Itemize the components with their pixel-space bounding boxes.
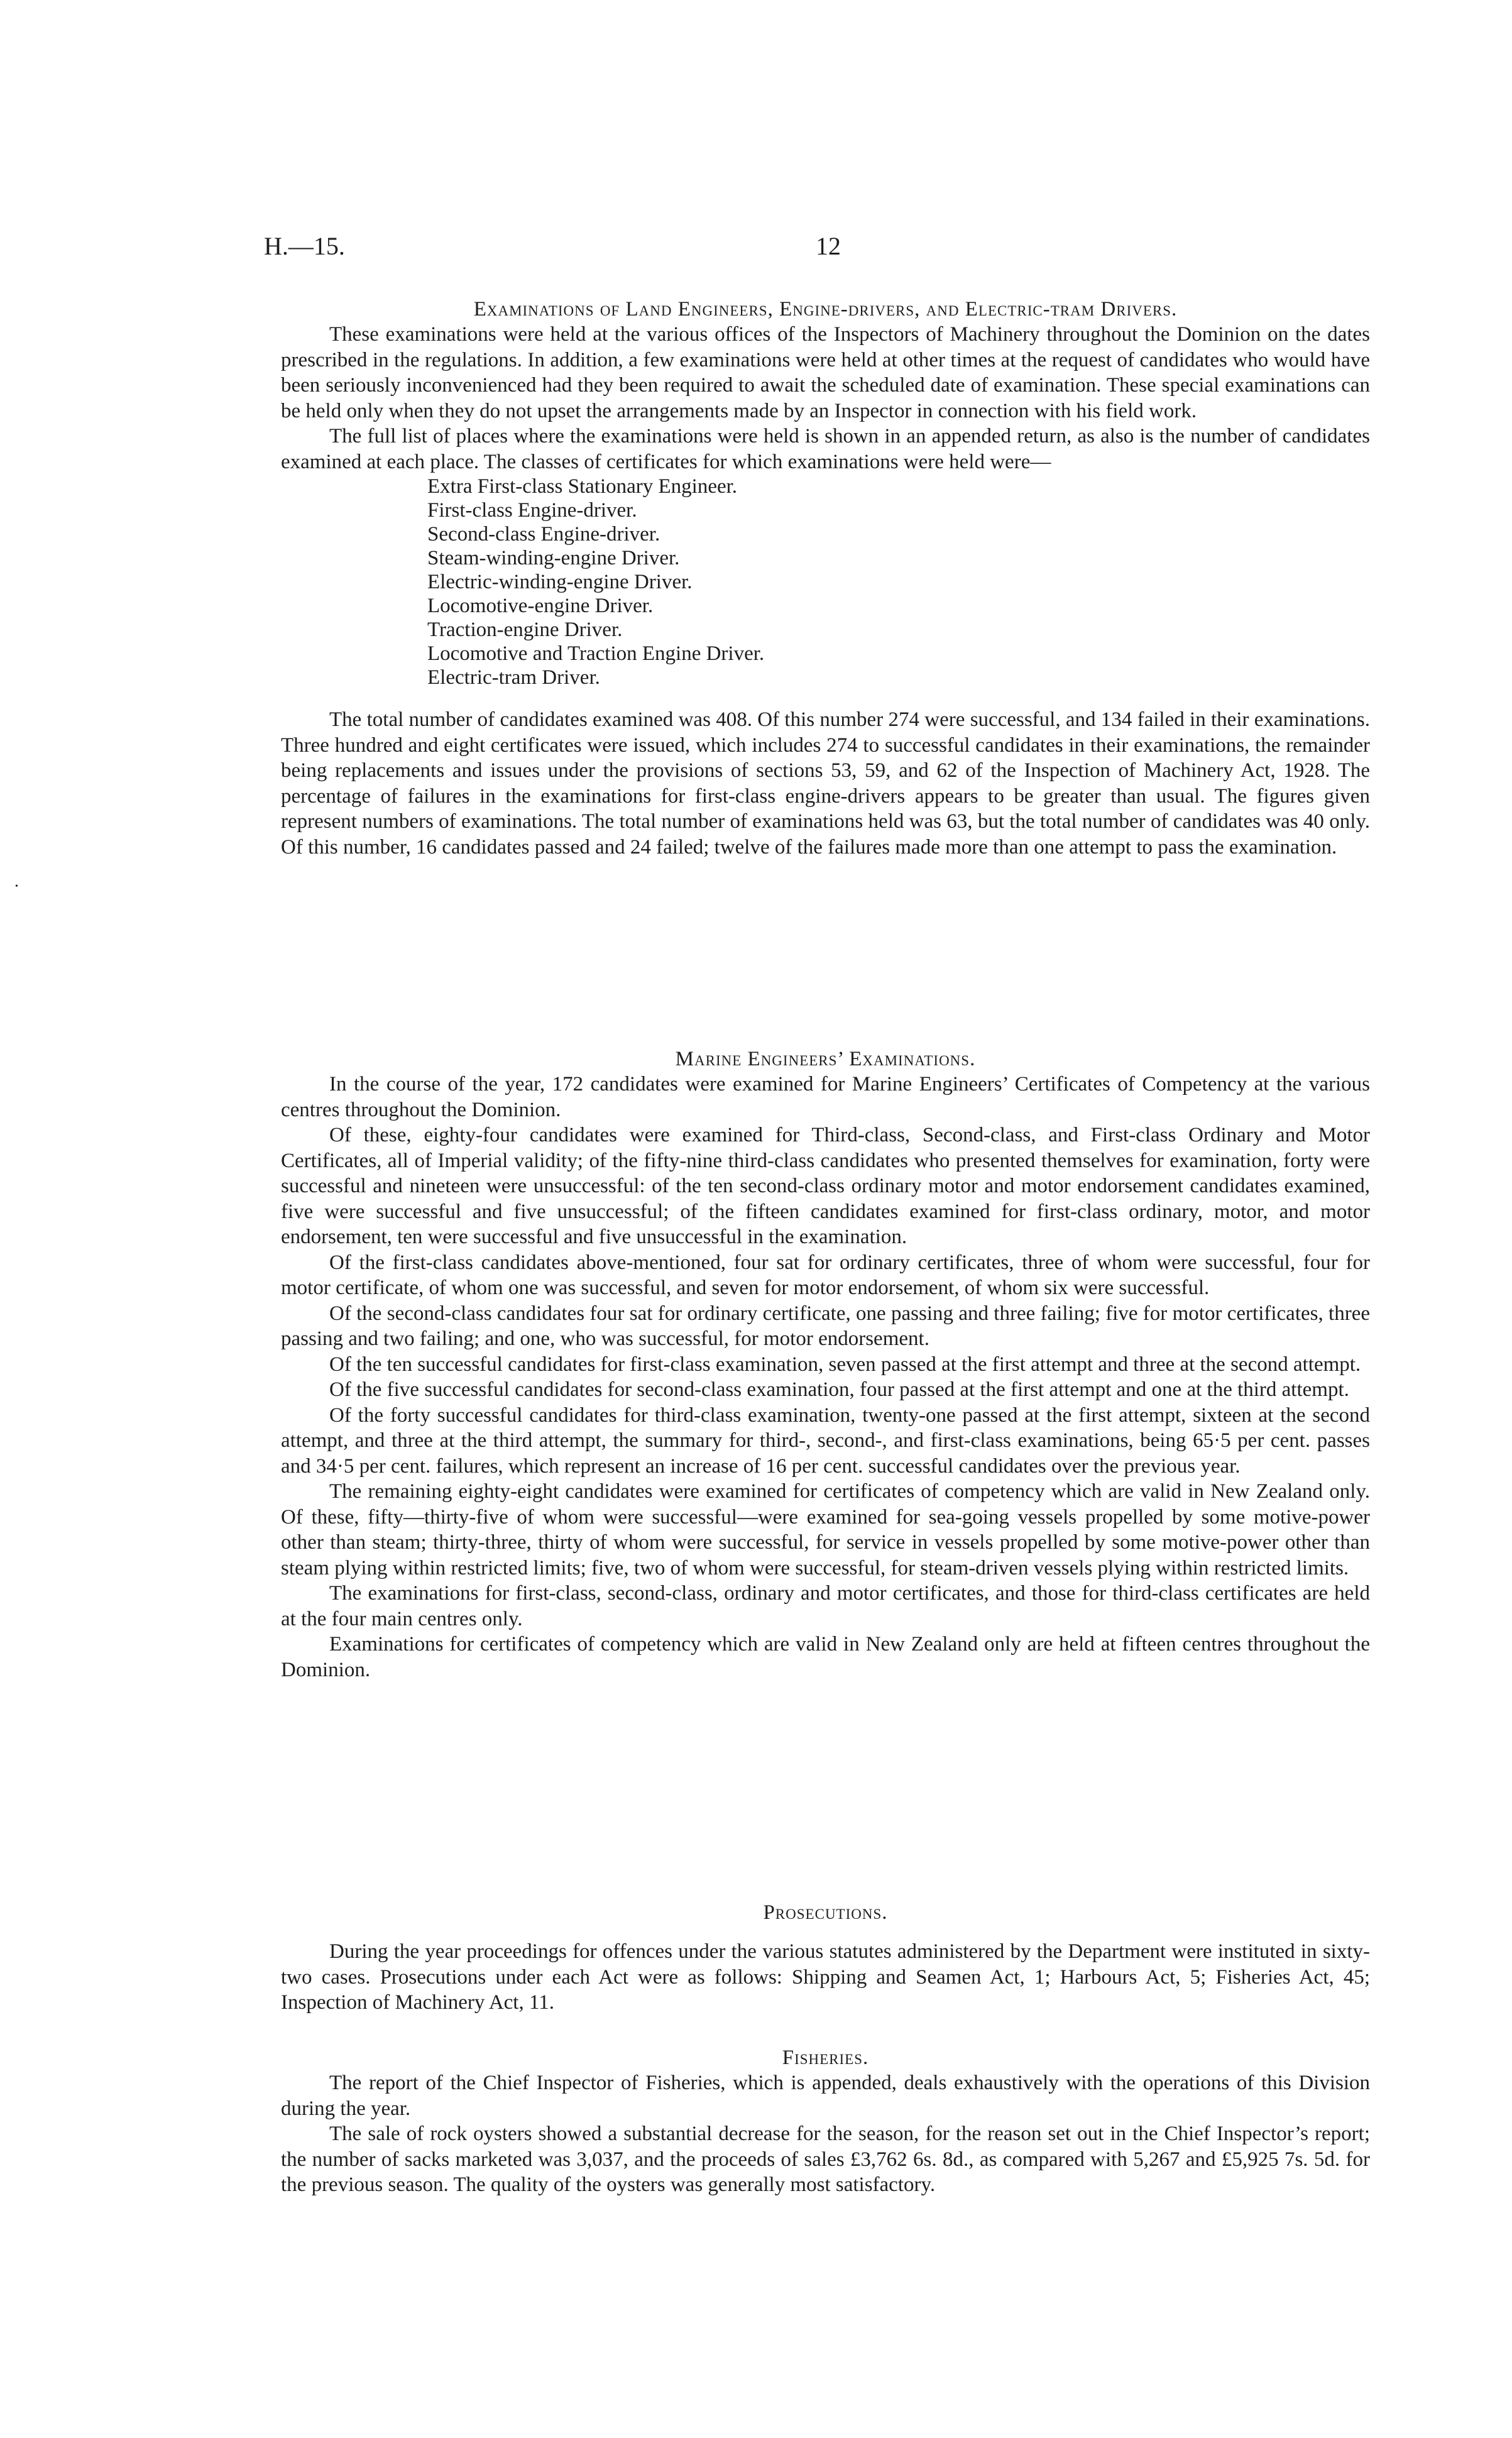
paragraph: The remaining eighty-eight candidates were examined for certificates of competency which are valid in New Zealand only. Of these, fifty—thirty-five of whom were successful—were examined for sea-going vessels propelled by some motive-power other than steam; thirty-three, thirty of whom were successful, for service in vessels propelled by some motive-power other than steam plying within restricted limits; five, two of whom were successful, for steam-driven vessels plying within restricted limits. — [281, 1480, 1370, 1579]
paragraph: Of the ten successful candidates for first-class examination, seven passed at the first attempt and three at the second attempt. — [329, 1353, 1361, 1376]
section-heading: Prosecutions. — [763, 1901, 888, 1924]
section-heading: Marine Engineers’ Examinations. — [675, 1048, 976, 1070]
certificate-class-list — [281, 475, 1370, 689]
paragraph: These examinations were held at the various offices of the Inspectors of Machinery throughout the Dominion on the dates prescribed in the regulations. In addition, a few examinations were held at other times at the request of candidates who would have been seriously inconvenienced had they been required to await the scheduled date of examination. These special examinations can be held only when they do not upset the arrangements made by an Inspector in connection with his field work. — [281, 323, 1370, 422]
paragraph: During the year proceedings for offences under the various statutes administered by the Department were instituted in sixty-two cases. Prosecutions under each Act were as follows: Shipping and Seamen Act, 1; Harbours Act, 5; Fisheries Act, 45; Inspection of Machinery Act, 11. — [281, 1940, 1370, 2014]
paragraph: Of the five successful candidates for second-class examination, four passed at the first attempt and one at the third attempt. — [329, 1378, 1349, 1401]
list-item: Locomotive-engine Driver. — [427, 595, 654, 617]
list-item: Steam-winding-engine Driver. — [427, 547, 680, 569]
list-item: First-class Engine-driver. — [427, 499, 637, 522]
paragraph: Of the first-class candidates above-mentioned, four sat for ordinary certificates, three of whom were successful, four for motor certificate, of whom one was successful, and seven for motor endorsement, of whom six were successful. — [281, 1251, 1370, 1299]
paragraph: Of these, eighty-four candidates were examined for Third-class, Second-class, and First-class Ordinary and Motor Certificates, all of Imperial validity; of the fifty-nine third-class candidates who presented themselves for examination, forty were successful and nineteen were unsuccessful: of the ten second-class ordinary motor and motor endorsement candidates examined, five were successful and five unsuccessful; of the fifteen candidates examined for first-class ordinary, motor, and motor endorsement, ten were successful and five unsuccessful in the examination. — [281, 1124, 1370, 1248]
section-prosecutions — [281, 1900, 1370, 2016]
section-fisheries — [281, 2045, 1370, 2198]
section-marine-engineers — [281, 1046, 1370, 1683]
list-item: Electric-tram Driver. — [427, 666, 600, 689]
paragraph: The report of the Chief Inspector of Fisheries, which is appended, deals exhaustively with the operations of this Division during the year. — [281, 2072, 1370, 2120]
list-item: Second-class Engine-driver. — [427, 523, 660, 546]
paragraph: In the course of the year, 172 candidates were examined for Marine Engineers’ Certificates of Competency at the various centres throughout the Dominion. — [281, 1073, 1370, 1121]
margin-mark: • — [15, 882, 18, 891]
paragraph: The examinations for first-class, second-class, ordinary and motor certificates, and those for third-class certificates are held at the four main centres only. — [281, 1582, 1370, 1630]
list-item: Electric-winding-engine Driver. — [427, 571, 693, 593]
paragraph: The full list of places where the examinations were held is shown in an appended return, as also is the number of candidates examined at each place. The classes of certificates for which examinations were held were— — [281, 425, 1370, 473]
paragraph: The sale of rock oysters showed a substantial decrease for the season, for the reason set out in the Chief Inspector’s report; the number of sacks marketed was 3,037, and the proceeds of sales £3,762 6s. 8d., as compared with 5,267 and £5,925 7s. 5d. for the previous season. The quality of the oysters was generally most satisfactory. — [281, 2122, 1370, 2196]
report-reference: H.—15. — [264, 232, 345, 260]
paragraph: Of the second-class candidates four sat for ordinary certificate, one passing and three failing; five for motor certificates, three passing and two failing; and one, who was successful, for motor endorsement. — [281, 1302, 1370, 1350]
list-item: Locomotive and Traction Engine Driver. — [427, 642, 765, 665]
page-number: 12 — [816, 232, 841, 260]
section-heading: Fisheries. — [782, 2046, 869, 2069]
paragraph: Examinations for certificates of competency which are valid in New Zealand only are held at fifteen centres throughout the Dominion. — [281, 1633, 1370, 1681]
paragraph: Of the forty successful candidates for third-class examination, twenty-one passed at the first attempt, sixteen at the second attempt, and three at the third attempt, the summary for third-, second-, and first-class examinations, being 65·5 per cent. passes and 34·5 per cent. failures, which represent an increase of 16 per cent. successful candidates over the previous year. — [281, 1403, 1370, 1478]
list-item: Traction-engine Driver. — [427, 618, 623, 641]
section-land-engineers — [281, 297, 1370, 860]
section-heading: Examinations of Land Engineers, Engine-drivers, and Electric-tram Drivers. — [473, 298, 1178, 321]
list-item: Extra First-class Stationary Engineer. — [427, 475, 738, 498]
paragraph: The total number of candidates examined was 408. Of this number 274 were successful, and 134 failed in their examinations. Three hundred and eight certificates were issued, which includes 274 to successful candidates in their examinations, the remainder being replacements and issues under the provisions of sections 53, 59, and 62 of the Inspection of Machinery Act, 1928. The percentage of failures in the examinations for first-class engine-drivers appears to be greater than usual. The figures given represent numbers of examinations. The total number of examinations held was 63, but the total number of candidates was 40 only. Of this number, 16 candidates passed and 24 failed; twelve of the failures made more than one attempt to pass the examination. — [281, 708, 1370, 859]
